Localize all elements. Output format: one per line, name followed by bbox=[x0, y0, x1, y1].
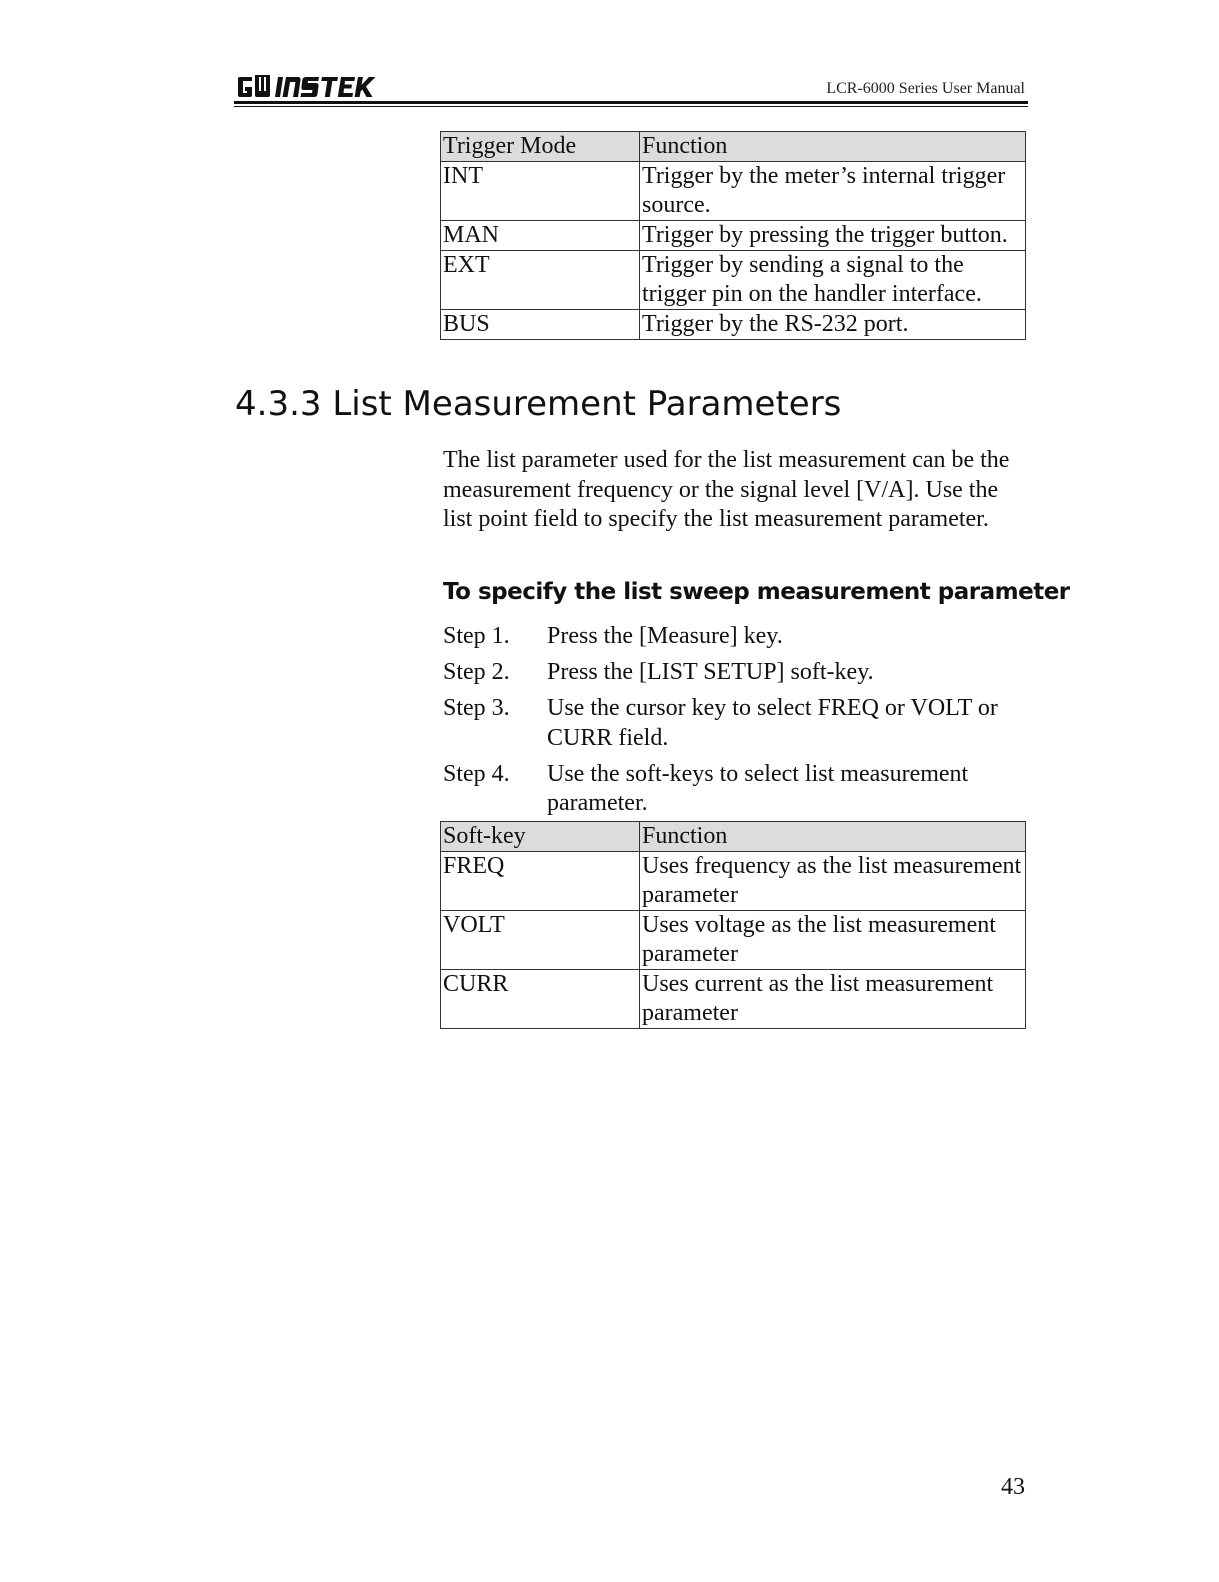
column-header-trigger-mode: Trigger Mode bbox=[441, 132, 640, 162]
step-item bbox=[443, 760, 1028, 819]
intro-paragraph: The list parameter used for the list measurement can be the measurement frequency or the signal level [V/A]. Use the list point field to specify the list measurement parameter. bbox=[443, 447, 1010, 532]
soft-key-cell: CURR bbox=[441, 970, 640, 1029]
softkey-table bbox=[440, 821, 1026, 1029]
table-row bbox=[441, 970, 1026, 1029]
table-row bbox=[441, 251, 1026, 310]
table-row bbox=[441, 852, 1026, 911]
table-row bbox=[441, 221, 1026, 251]
step-item bbox=[443, 622, 1028, 652]
step-list bbox=[443, 622, 1028, 825]
function-cell: Uses frequency as the list measurement parameter bbox=[640, 852, 1026, 911]
procedure-title: To specify the list sweep measurement parameter bbox=[443, 579, 1070, 605]
page-number: 43 bbox=[1001, 1474, 1025, 1500]
step-item bbox=[443, 658, 1028, 688]
step-text: Use the soft-keys to select list measurement parameter. bbox=[547, 760, 969, 816]
section-heading: 4.3.3 List Measurement Parameters bbox=[235, 384, 842, 424]
function-cell: Trigger by sending a signal to the trigger pin on the handler interface. bbox=[640, 251, 1026, 310]
column-header-function: Function bbox=[640, 822, 1026, 852]
step-text: Press the [Measure] key. bbox=[547, 623, 783, 649]
soft-key-cell: VOLT bbox=[441, 911, 640, 970]
manual-title: LCR-6000 Series User Manual bbox=[826, 80, 1025, 97]
function-cell: Trigger by the meter’s internal trigger source. bbox=[640, 162, 1026, 221]
function-cell: Uses current as the list measurement parameter bbox=[640, 970, 1026, 1029]
step-label: Step 1. bbox=[443, 623, 510, 649]
step-item bbox=[443, 694, 1028, 753]
function-cell: Trigger by the RS-232 port. bbox=[640, 310, 1026, 340]
gw-instek-logo bbox=[236, 74, 378, 100]
step-text: Press the [LIST SETUP] soft-key. bbox=[547, 659, 874, 685]
step-text: Use the cursor key to select FREQ or VOLT or CURR field. bbox=[547, 695, 998, 751]
trigger-mode-cell: BUS bbox=[441, 310, 640, 340]
trigger-mode-table bbox=[440, 131, 1026, 340]
column-header-function: Function bbox=[640, 132, 1026, 162]
function-cell: Trigger by pressing the trigger button. bbox=[640, 221, 1026, 251]
step-label: Step 4. bbox=[443, 760, 510, 787]
trigger-mode-cell: MAN bbox=[441, 221, 640, 251]
column-header-soft-key: Soft-key bbox=[441, 822, 640, 852]
header-rule bbox=[234, 101, 1028, 104]
table-row bbox=[441, 911, 1026, 970]
table-row bbox=[441, 310, 1026, 340]
table-row bbox=[441, 162, 1026, 221]
soft-key-cell: FREQ bbox=[441, 852, 640, 911]
trigger-mode-cell: EXT bbox=[441, 251, 640, 310]
header-rule-thin bbox=[234, 106, 1028, 107]
table-header-row bbox=[441, 132, 1026, 162]
step-label: Step 3. bbox=[443, 695, 510, 721]
table-header-row bbox=[441, 822, 1026, 852]
function-cell: Uses voltage as the list measurement parameter bbox=[640, 911, 1026, 970]
step-label: Step 2. bbox=[443, 659, 510, 685]
trigger-mode-cell: INT bbox=[441, 162, 640, 221]
